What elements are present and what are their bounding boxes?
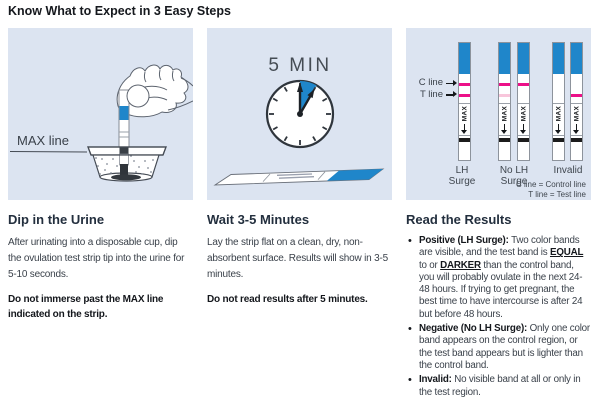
clock-icon: [267, 81, 333, 147]
c-line-label: C line: [418, 77, 443, 88]
down-arrow-icon: [576, 124, 578, 130]
test-band: [499, 94, 510, 97]
flat-strip-icon: [215, 169, 383, 185]
max-region: [499, 103, 510, 136]
max-line-pointer: [10, 152, 87, 153]
step-read-heading: Read the Results: [406, 212, 512, 227]
max-region: [518, 103, 529, 136]
max-region: [459, 103, 470, 136]
results-bullet: • Invalid: No visible band at all or only in the test region.: [406, 374, 591, 399]
dip-illustration-panel: [8, 28, 193, 200]
strip-group-label-no-lh-surge: No LH Surge: [499, 165, 529, 187]
down-arrow-icon: [504, 124, 506, 130]
results-legend: C line = Control line T line = Test line: [515, 180, 586, 199]
max-region: [553, 103, 564, 136]
results-bullet: • Negative (No LH Surge): Only one color band appears on the control region, or the test band appears but is lighter than the control band.: [406, 323, 591, 372]
no-lh-surge-strip-2: [517, 42, 530, 161]
step-wait: [207, 28, 392, 307]
dip-test-strip-tip: [120, 147, 129, 176]
test-band: [459, 94, 470, 97]
down-arrow-icon: [464, 124, 466, 130]
step-dip-heading: Dip in the Urine: [8, 212, 105, 227]
wait-illustration: [207, 28, 392, 200]
strip-handle: [553, 43, 564, 74]
wait-illustration-panel: [207, 28, 392, 200]
lh-surge-strip: [458, 42, 471, 161]
page-title: Know What to Expect in 3 Easy Steps: [8, 4, 231, 18]
control-band: [499, 83, 510, 86]
invalid-strip-2: [570, 42, 583, 161]
base-band: [571, 138, 582, 142]
down-arrow-icon: [558, 124, 560, 130]
c-line-arrow-icon: [446, 83, 453, 85]
control-band: [459, 83, 470, 86]
max-label: MAX: [555, 105, 562, 122]
fingertip-icon: [127, 85, 149, 107]
base-band: [518, 138, 529, 142]
strip-handle: [571, 43, 582, 74]
step-wait-heading: Wait 3-5 Minutes: [207, 212, 310, 227]
strip-group-label-invalid: Invalid: [553, 165, 583, 176]
strip-handle: [518, 43, 529, 74]
no-lh-surge-strip-1: [498, 42, 511, 161]
results-illustration-panel: [406, 28, 591, 200]
invalid-strip-1: [552, 42, 565, 161]
control-band: [518, 83, 529, 86]
step-read: [406, 28, 591, 401]
step-wait-warning: Do not read results after 5 minutes.: [207, 294, 368, 305]
strip-handle: [459, 43, 470, 74]
t-line-label: T line: [419, 88, 443, 100]
timer-label: 5 MIN: [268, 55, 332, 76]
test-band: [571, 94, 582, 97]
step-dip-body: After urinating into a disposable cup, dip the ovulation test strip tip into the urine for 5-10 seconds.: [8, 237, 185, 280]
strip-handle: [499, 43, 510, 74]
t-line-arrow-icon: [446, 94, 453, 96]
base-band: [459, 138, 470, 142]
base-band: [553, 138, 564, 142]
max-label: MAX: [461, 105, 468, 122]
max-region: [571, 103, 582, 136]
max-label: MAX: [501, 105, 508, 122]
max-line-label: MAX line: [17, 133, 70, 148]
max-label: MAX: [520, 105, 527, 122]
strip-group-label-lh-surge: LH Surge: [448, 165, 476, 187]
step-dip-warning: Do not immerse past the MAX line indicated on the strip.: [8, 294, 164, 320]
dip-illustration: [8, 28, 193, 200]
down-arrow-icon: [523, 124, 525, 130]
base-band: [499, 138, 510, 142]
results-bullet: • Positive (LH Surge): Two color bands are visible, and the test band is EQUAL to or DARKER than the control band, you will probably ovulate in the next 24-48 hours. If trying to get pregnant, the best time to have intercourse is after 24 but before 48 hours.: [406, 235, 591, 321]
max-label: MAX: [573, 105, 580, 122]
results-bullet-list: [406, 235, 591, 399]
step-dip: [8, 28, 193, 322]
step-wait-body: Lay the strip flat on a clean, dry, non-absorbent surface. Results will show in 3-5 minutes.: [207, 237, 388, 280]
